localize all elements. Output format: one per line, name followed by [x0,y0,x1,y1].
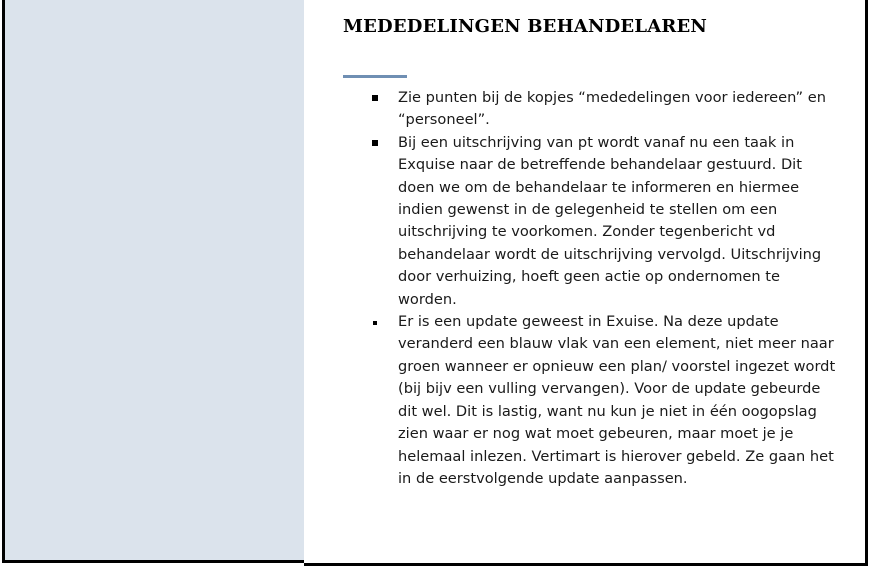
list-item-text: Bij een uitschrijving van pt wordt vanaf nu een taak in Exquise naar de betreffende behandelaar gestuurd. Dit doen we om de behandelaar te informeren en hiermee indien gewenst in de gelegenheid te stellen om een uitschrijving te voorkomen. Zonder tegenbericht vd behandelaar wordt de uitschrijving vervolgd. Uitschrijving door verhuizing, hoeft geen actie op ondernomen te worden. [398,133,822,308]
list-item-text: Zie punten bij de kopjes “mededelingen voor iedereen” en “personeel”. [398,89,826,129]
announcement-list [369,87,839,490]
sidebar-panel [2,0,307,563]
square-bullet-icon [372,140,378,146]
list-item [369,311,839,490]
section-heading: MEDEDELINGEN BEHANDELAREN [343,16,708,37]
heading-underline-rule [343,75,407,78]
square-bullet-icon [373,321,377,325]
list-item-text: Er is een update geweest in Exuise. Na deze update veranderd een blauw vlak van een element, niet meer naar groen wanneer er opnieuw een plan/ voorstel ingezet wordt (bij bijv een vulling vervangen). Voor de update gebeurde dit wel. Dit is lastig, want nu kun je niet in één oogopslag zien waar er nog wat moet gebeuren, maar moet je je helemaal inlezen. Vertimart is hierover gebeld. Ze gaan het in de eerstvolgende update aanpassen. [398,313,836,487]
list-item [369,87,839,132]
list-item [369,132,839,311]
square-bullet-icon [372,95,378,101]
